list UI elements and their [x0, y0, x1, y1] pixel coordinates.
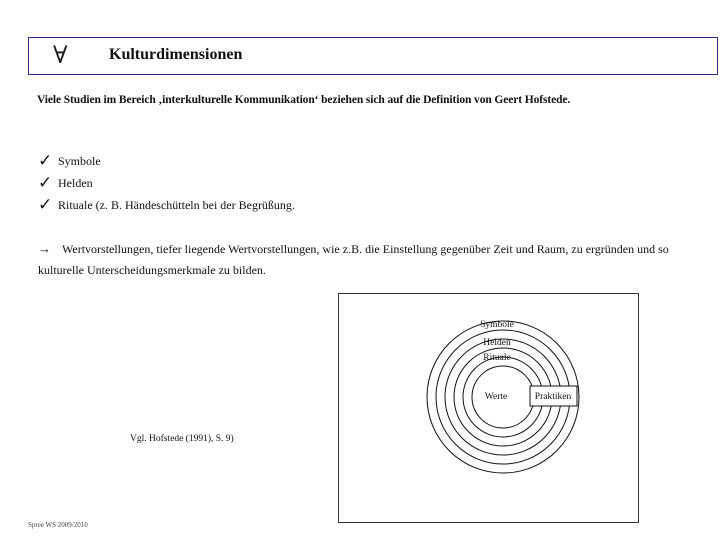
page-title: Kulturdimensionen [109, 46, 243, 63]
label-heroes: Helden [483, 338, 511, 348]
onion-diagram [339, 294, 638, 522]
footer-text: Spree WS 2009/2010 [28, 521, 88, 529]
label-symbols: Symbole [480, 320, 514, 330]
label-rituals: Rituale [483, 353, 511, 363]
onion-diagram-box [338, 293, 639, 523]
checklist [38, 150, 295, 216]
checkmark-icon: ✓ [38, 173, 53, 192]
title-box [28, 37, 718, 75]
checkmark-icon: ✓ [38, 151, 53, 170]
conclusion-text: Wertvorstellungen, tiefer liegende Wertvorstellungen, wie z.B. die Einstellung gegenüber Zeit und Raum, zu ergründen und so kulturelle Unterscheidungsmerkmale zu bilden. [38, 242, 669, 277]
label-values: Werte [484, 392, 508, 402]
right-arrow-icon: → [38, 241, 51, 256]
checklist-item-heroes [38, 172, 295, 194]
intro-paragraph: Viele Studien im Bereich ‚interkulturelle Kommunikation‘ beziehen sich auf die Definition von Geert Hofstede. [37, 94, 571, 106]
label-practices: Praktiken [534, 392, 572, 402]
checklist-item-rituals [38, 194, 295, 216]
conclusion-paragraph [38, 238, 678, 281]
citation: Vgl. Hofstede (1991), S. 9) [130, 434, 234, 444]
checklist-item-label: Helden [58, 176, 93, 190]
checklist-item-label: Symbole [58, 154, 101, 168]
checklist-item-label: Rituale (z. B. Händeschütteln bei der Begrüßung. [58, 198, 295, 212]
checkmark-icon: ✓ [38, 195, 53, 214]
checklist-item-symbols [38, 150, 295, 172]
triangle-bullet-icon: ∀ [53, 43, 68, 69]
